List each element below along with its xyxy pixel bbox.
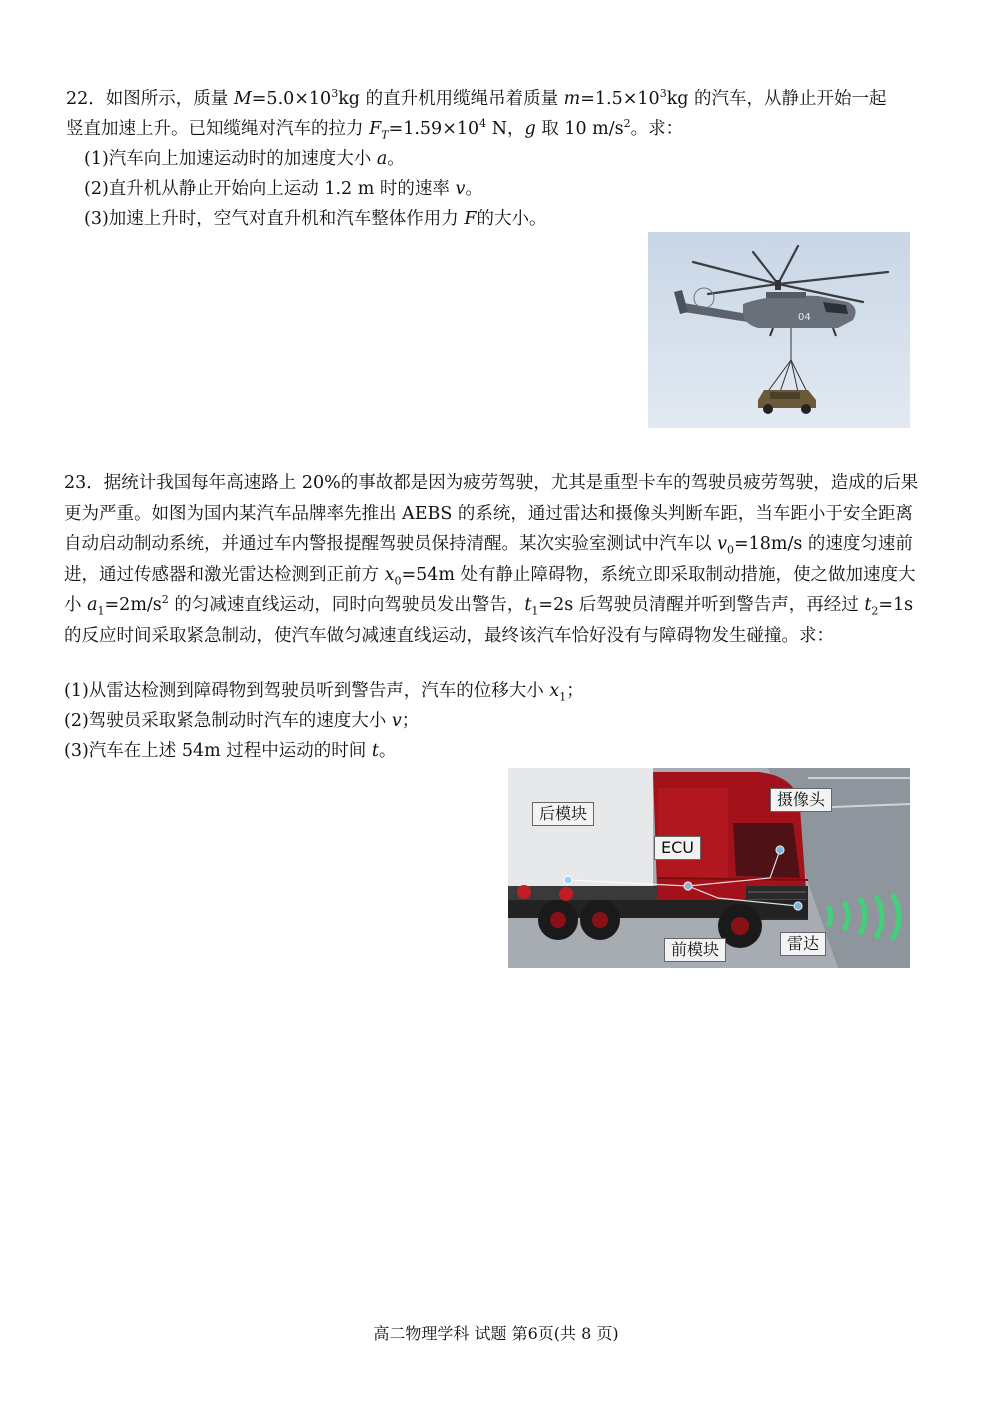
- subscript: 1: [531, 604, 539, 618]
- helicopter-illustration: [648, 232, 910, 428]
- q22-text: (2)直升机从静止开始向上运动 1.2 m 时的速率: [84, 179, 456, 199]
- q23-item3: [64, 736, 396, 766]
- q22-text: 。: [387, 149, 405, 169]
- superscript: 2: [161, 593, 169, 607]
- q23-text: =2m/s: [104, 595, 162, 615]
- var-v: v: [391, 711, 402, 731]
- var-F: F: [464, 209, 477, 229]
- superscript: 2: [623, 117, 631, 131]
- page-footer: 高二物理学科 试题 第6页(共 8 页): [373, 1324, 619, 1343]
- label-ecu: ECU: [654, 836, 701, 860]
- q23-text: ；: [401, 711, 420, 731]
- q22-text: (1)汽车向上加速运动时的加速度大小: [84, 149, 377, 169]
- q22-text: =1.5×10: [580, 89, 660, 109]
- q22-text: 的大小。: [476, 209, 547, 229]
- var-v0: v: [717, 534, 727, 554]
- q22-text: 22．如图所示，质量: [66, 89, 234, 109]
- var-x1: x: [549, 681, 560, 701]
- subscript: 1: [97, 604, 105, 618]
- superscript: 3: [659, 87, 667, 101]
- subscript: 0: [726, 543, 734, 557]
- var-a: a: [376, 149, 388, 169]
- q23-paragraph: [64, 468, 930, 651]
- q22-text: 取 10 m/s: [535, 119, 624, 139]
- label-radar: 雷达: [780, 932, 826, 956]
- subscript: 2: [871, 604, 879, 618]
- var-t1: t: [524, 595, 532, 615]
- var-t: t: [371, 741, 379, 761]
- q23-text: =2s 后驾驶员清醒并听到警告声，再经过: [538, 595, 865, 615]
- q23-text: =54m 处有静止障碍物，系统立即采取制动措施，使之做加速度大小: [64, 564, 916, 615]
- superscript: 3: [331, 87, 339, 101]
- q23-text: (3)汽车在上述 54m 过程中运动的时间: [64, 741, 372, 761]
- q23-item2: [64, 706, 419, 736]
- var-M: M: [233, 89, 252, 109]
- subscript: T: [381, 128, 389, 142]
- q23-text: (2)驾驶员采取紧急制动时汽车的速度大小: [64, 711, 392, 731]
- q22-text: 竖直加速上升。已知缆绳对汽车的拉力: [66, 119, 370, 139]
- var-t2: t: [864, 595, 872, 615]
- var-v: v: [455, 179, 466, 199]
- q22-text: kg 的汽车，从静止开始一起: [666, 89, 887, 109]
- var-x0: x: [384, 564, 395, 585]
- label-camera: 摄像头: [770, 788, 832, 812]
- var-m: m: [563, 89, 581, 109]
- label-rear-module: 后模块: [532, 802, 594, 826]
- helicopter-photo: [648, 232, 910, 428]
- q22-text: kg 的直升机用缆绳吊着质量: [338, 89, 564, 109]
- q22-text: 。: [465, 179, 483, 199]
- var-g: g: [524, 119, 536, 139]
- subscript: 1: [559, 690, 567, 704]
- q23-text: (1)从雷达检测到障碍物到驾驶员听到警告声，汽车的位移大小: [64, 681, 550, 701]
- superscript: 4: [479, 117, 487, 131]
- q23-text: 23．据统计我国每年高速路上 20%的事故都是因为疲劳驾驶，尤其是重型卡车的驾驶员疲劳驾驶，造成的后果更为严重。如图为国内某汽车品牌率先推出 AEBS 的系统，通过雷达和摄像头判断车距，当车距小于安全距离自动启动制动系统，并通过车内警报提醒驾驶员保持清醒。某次实验室测试中汽车以: [64, 473, 919, 554]
- q22-line2: [66, 114, 683, 144]
- q22-line1: [66, 84, 887, 114]
- label-front-module: 前模块: [664, 938, 726, 962]
- q23-item1: [64, 676, 584, 706]
- q23-text: =1s 的反应时间采取紧急制动，使汽车做匀减速直线运动，最终该汽车恰好没有与障碍物发生碰撞。求：: [64, 595, 914, 646]
- q23-text: 的匀减速直线运动，同时向驾驶员发出警告，: [168, 595, 525, 615]
- q22-text: =1.59×10: [388, 119, 480, 139]
- q22-text: =5.0×10: [251, 89, 332, 109]
- q22-item1: [84, 144, 405, 174]
- q22-item3: [84, 204, 547, 234]
- q23-text: 。: [378, 741, 397, 761]
- q23-text: ；: [566, 681, 584, 701]
- var-F: F: [369, 119, 382, 139]
- q23-text: =18m/s 的速度匀速前进，通过传感器和激光雷达检测到正前方: [64, 534, 913, 585]
- helicopter-marking: 04: [798, 312, 811, 323]
- q22-text: 。求：: [630, 119, 684, 139]
- q22-text: (3)加速上升时，空气对直升机和汽车整体作用力: [84, 209, 465, 229]
- var-a1: a: [87, 595, 98, 615]
- q22-text: N，: [486, 119, 525, 139]
- q22-item2: [84, 174, 483, 204]
- truck-aebs-photo: [508, 768, 910, 968]
- subscript: 0: [394, 574, 402, 587]
